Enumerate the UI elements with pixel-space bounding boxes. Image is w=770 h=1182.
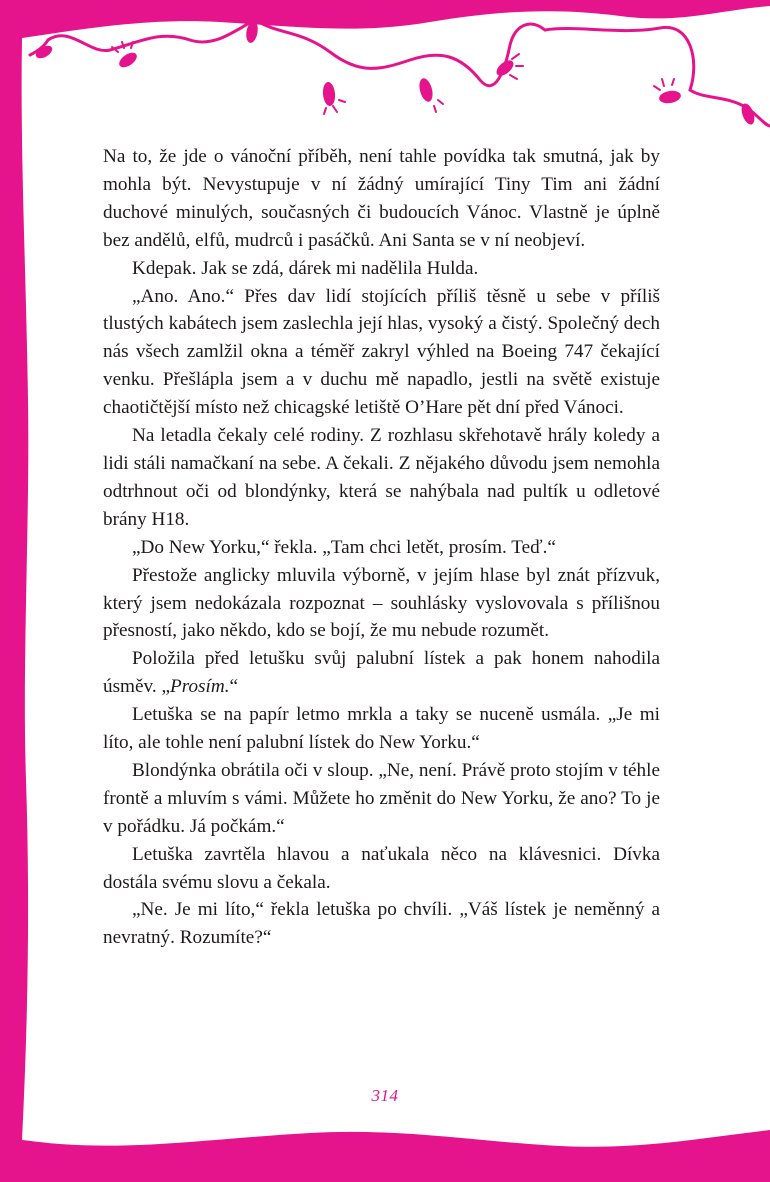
paragraph-6 xyxy=(103,562,660,646)
paragraph-4 xyxy=(103,422,660,534)
italic-text: Prosím. xyxy=(169,676,230,698)
text-run: Na to, že jde o vánoční příběh, není tahle povídka tak smutná, jak by mohla být. Nevystupuje v ní žádný umírající Tiny Tim ani žádní duchové minulých, současných či budoucích Vánoc. Vlastně je úplně bez andělů, elfů, mudrců i pasáčků. Ani Santa se v ní neobjeví. xyxy=(103,146,660,251)
paragraph-3 xyxy=(103,283,660,423)
paragraph-7 xyxy=(103,645,660,701)
text-run: Kdepak. Jak se zdá, dárek mi nadělila Hulda. xyxy=(132,257,479,279)
text-run: „Do New Yorku,“ řekla. „Tam chci letět, prosím. Teď.“ xyxy=(132,536,556,558)
paragraph-5 xyxy=(103,534,660,562)
paragraph-8 xyxy=(103,701,660,757)
text-run: “ xyxy=(229,676,239,698)
text-run: Přestože anglicky mluvila výborně, v jejím hlase byl znát přízvuk, který jsem nedokázala rozpoznat – souhlásky vyslovovala s přílišnou přesností, jako někdo, kdo se bojí, že mu nebude rozumět. xyxy=(103,564,660,642)
text-run: Položila před letušku svůj palubní lístek a pak honem nahodila úsměv. „ xyxy=(103,648,660,698)
paragraph-9 xyxy=(103,757,660,841)
text-run: „Ano. Ano.“ Přes dav lidí stojících příliš těsně u sebe v příliš tlustých kabátech jsem zaslechla její hlas, vysoký a čistý. Společný dech nás všech zamlžil okna a téměř zakryl výhled na Boeing 747 čekající venku. Přešlápla jsem a v duchu mě napadlo, jestli na světě existuje chaotičtější místo než chicagské letiště O’Hare pět dní před Vánoci. xyxy=(103,285,660,419)
paragraph-10 xyxy=(103,841,660,897)
paragraph-11 xyxy=(103,896,660,952)
paragraph-1 xyxy=(103,143,660,255)
page-number: 314 xyxy=(371,1086,399,1105)
text-run: Na letadla čekaly celé rodiny. Z rozhlasu skřehotavě hrály koledy a lidi stáli namačkaní na sebe. A čekali. Z nějakého důvodu jsem nemohla odtrhnout oči od blondýnky, která se nahýbala nad pultík u odletové brány H18. xyxy=(103,425,660,530)
christmas-lights-garland-icon xyxy=(0,0,770,150)
paragraph-2 xyxy=(103,255,660,283)
text-run: Blondýnka obrátila oči v sloup. „Ne, není. Právě proto stojím v téhle frontě a mluvím s vámi. Můžete ho změnit do New Yorku, že ano? To je v pořádku. Já počkám.“ xyxy=(103,759,660,837)
text-run: Letuška se na papír letmo mrkla a taky se nuceně usmála. „Je mi líto, ale tohle není palubní lístek do New Yorku.“ xyxy=(103,704,660,754)
body-text xyxy=(103,143,660,952)
text-run: „Ne. Je mi líto,“ řekla letuška po chvíli. „Váš lístek je neměnný a nevratný. Rozumíte?“ xyxy=(103,899,660,949)
text-run: Letuška zavrtěla hlavou a naťukala něco na klávesnici. Dívka dostála svému slovu a čekala. xyxy=(103,843,660,893)
